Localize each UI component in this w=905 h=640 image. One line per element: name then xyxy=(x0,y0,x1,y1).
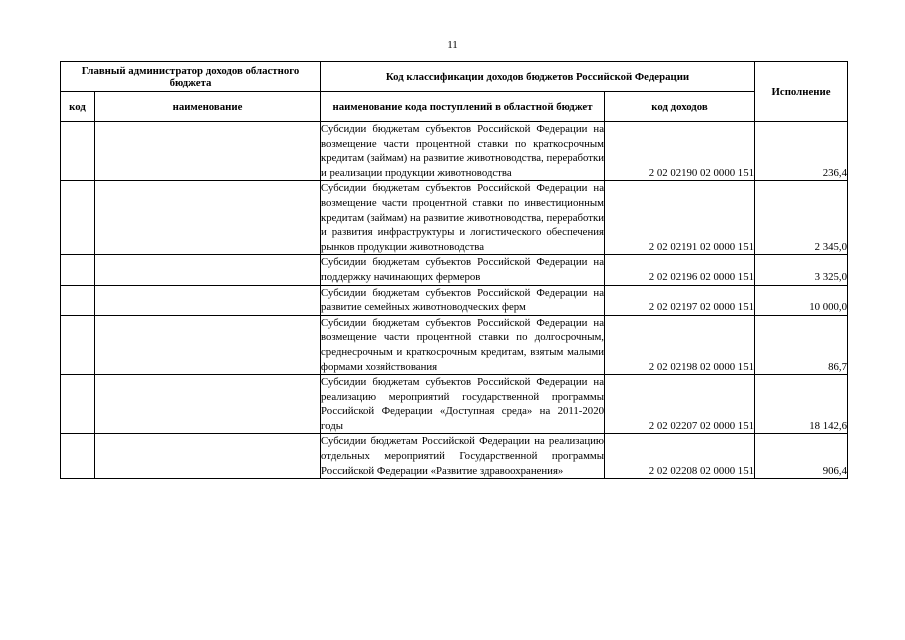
header-admin-name: наименование xyxy=(95,92,321,122)
page-number: 11 xyxy=(447,39,458,51)
row-income-code: 2 02 02190 02 0000 151 xyxy=(605,122,755,181)
row-execution-value: 236,4 xyxy=(755,122,848,181)
admin-name-cell xyxy=(95,434,321,479)
row-income-code: 2 02 02197 02 0000 151 xyxy=(605,285,755,315)
header-income-code: код доходов xyxy=(605,92,755,122)
admin-name-cell xyxy=(95,315,321,374)
header-classification-group: Код классификации доходов бюджетов Российской Федерации xyxy=(321,62,755,92)
income-table xyxy=(60,61,848,479)
admin-name-cell xyxy=(95,255,321,285)
row-income-code: 2 02 02208 02 0000 151 xyxy=(605,434,755,479)
row-execution-value: 906,4 xyxy=(755,434,848,479)
admin-code-cell xyxy=(61,255,95,285)
admin-code-cell xyxy=(61,375,95,434)
header-admin-code: код xyxy=(61,92,95,122)
table-row xyxy=(61,255,848,285)
row-description: Субсидии бюджетам Российской Федерации на реализацию отдельных мероприятий Государственной программы Российской Федерации «Развитие здравоохранения» xyxy=(321,434,605,479)
admin-name-cell xyxy=(95,181,321,255)
admin-code-cell xyxy=(61,315,95,374)
row-income-code: 2 02 02196 02 0000 151 xyxy=(605,255,755,285)
row-execution-value: 10 000,0 xyxy=(755,285,848,315)
table-row xyxy=(61,375,848,434)
row-description: Субсидии бюджетам субъектов Российской Федерации на реализацию мероприятий государственной программы Российской Федерации «Доступная среда» на 2011-2020 годы xyxy=(321,375,605,434)
table-row xyxy=(61,434,848,479)
row-description: Субсидии бюджетам субъектов Российской Федерации на возмещение части процентной ставки по инвестиционным кредитам (займам) на развитие животноводства, переработки и развития инфраструктуры и логистического обеспечения рынков продукции животноводства xyxy=(321,181,605,255)
table-row xyxy=(61,122,848,181)
row-execution-value: 86,7 xyxy=(755,315,848,374)
admin-code-cell xyxy=(61,122,95,181)
row-income-code: 2 02 02191 02 0000 151 xyxy=(605,181,755,255)
row-execution-value: 3 325,0 xyxy=(755,255,848,285)
admin-name-cell xyxy=(95,122,321,181)
row-execution-value: 2 345,0 xyxy=(755,181,848,255)
row-description: Субсидии бюджетам субъектов Российской Федерации на развитие семейных животноводческих ферм xyxy=(321,285,605,315)
row-execution-value: 18 142,6 xyxy=(755,375,848,434)
table-row xyxy=(61,181,848,255)
admin-name-cell xyxy=(95,375,321,434)
table-row xyxy=(61,285,848,315)
admin-code-cell xyxy=(61,434,95,479)
header-execution: Исполнение xyxy=(755,62,848,122)
row-description: Субсидии бюджетам субъектов Российской Федерации на возмещение части процентной ставки по долгосрочным, среднесрочным и краткосрочным кредитам, взятым малыми формами хозяйствования xyxy=(321,315,605,374)
row-description: Субсидии бюджетам субъектов Российской Федерации на возмещение части процентной ставки по краткосрочным кредитам (займам) на развитие животноводства, переработки и реализации продукции животноводства xyxy=(321,122,605,181)
admin-name-cell xyxy=(95,285,321,315)
row-description: Субсидии бюджетам субъектов Российской Федерации на поддержку начинающих фермеров xyxy=(321,255,605,285)
table-row xyxy=(61,315,848,374)
header-receipt-name: наименование кода поступлений в областной бюджет xyxy=(321,92,605,122)
row-income-code: 2 02 02198 02 0000 151 xyxy=(605,315,755,374)
admin-code-cell xyxy=(61,285,95,315)
row-income-code: 2 02 02207 02 0000 151 xyxy=(605,375,755,434)
admin-code-cell xyxy=(61,181,95,255)
header-admin-group: Главный администратор доходов областного бюджета xyxy=(61,62,321,92)
